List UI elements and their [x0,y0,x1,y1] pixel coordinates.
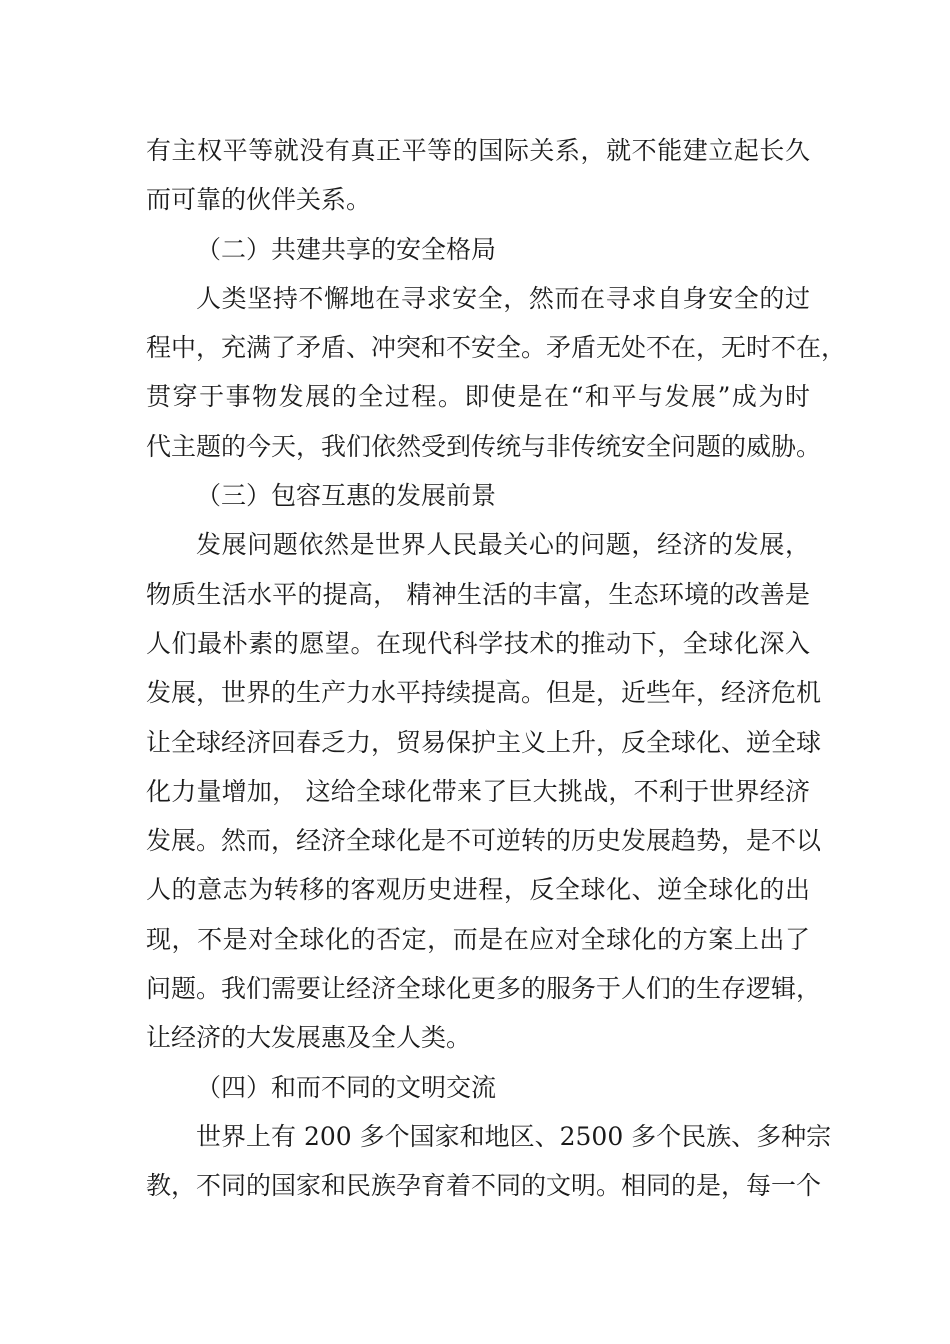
section-heading: （三）包容互惠的发展前景 [196,481,497,511]
paragraph-line: 化力量增加， 这给全球化带来了巨大挑战，不利于世界经济 [146,776,810,806]
paragraph-line: 有主权平等就没有真正平等的国际关系，就不能建立起长久 [146,136,810,165]
section-heading: （四）和而不同的文明交流 [196,1072,497,1102]
paragraph-line: 发展。然而，经济全球化是不可逆转的历史发展趋势，是不以 [146,826,822,856]
paragraph-line: 物质生活水平的提高， 精神生活的丰富，生态环境的改善是 [146,579,810,609]
paragraph-first-line: 世界上有 200 多个国家和地区、2500 多个民族、多种宗 [196,1121,832,1151]
document-body [146,126,847,1211]
paragraph-line: 贯穿于事物发展的全过程。即使是在“和平与发展”成为时 [146,382,810,412]
paragraph-line: 问题。我们需要让经济全球化更多的服务于人们的生存逻辑， [146,974,822,1004]
paragraph-line: 教，不同的国家和民族孕育着不同的文明。相同的是，每一个 [146,1171,822,1201]
paragraph-line: 人的意志为转移的客观历史进程，反全球化、逆全球化的出 [146,875,810,905]
paragraph-first-line: 人类坚持不懈地在寻求安全，然而在寻求自身安全的过 [196,283,810,313]
paragraph-line: 发展，世界的生产力水平持续提高。但是，近些年，经济危机 [146,678,822,708]
paragraph-last-line: 让经济的大发展惠及全人类。 [146,1023,472,1053]
section-heading: （二）共建共享的安全格局 [196,234,497,264]
paragraph-line: 代主题的今天，我们依然受到传统与非传统安全问题的威胁。 [146,431,822,461]
paragraph-line: 现，不是对全球化的否定，而是在应对全球化的方案上出了 [146,924,810,954]
paragraph-line: 人们最朴素的愿望。在现代科学技术的推动下，全球化深入 [146,628,810,658]
paragraph-line: 程中，充满了矛盾、冲突和不安全。矛盾无处不在，无时不在， [146,333,847,363]
paragraph-line: 让全球经济回春乏力，贸易保护主义上升，反全球化、逆全球 [146,727,822,757]
paragraph-last-line: 而可靠的伙伴关系。 [146,185,372,215]
paragraph-first-line: 发展问题依然是世界人民最关心的问题，经济的发展， [196,530,810,560]
